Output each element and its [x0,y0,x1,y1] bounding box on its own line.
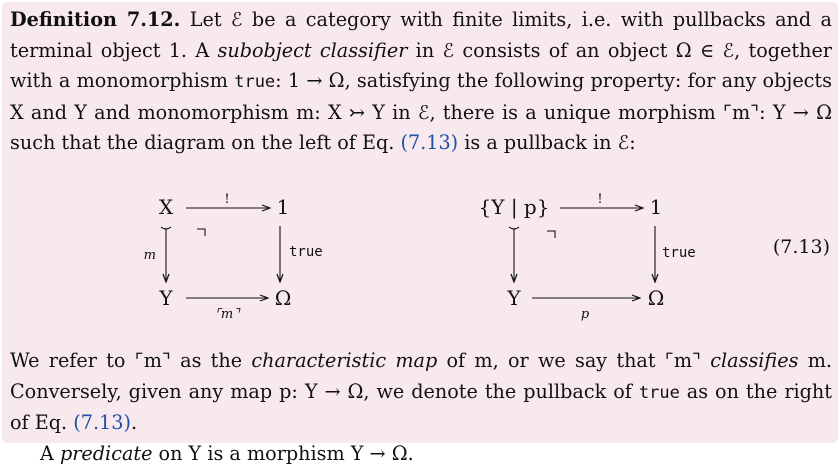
equation-reference-link-2[interactable]: (7.13) [73,411,131,434]
right-object-top-right: 1 [649,195,663,219]
right-object-bottom-right: Ω [647,286,665,310]
right-right-arrow-label: true [662,245,696,261]
definition-text-3: : 1 → Ω, satisfying the following property: for any objects X and Y and monomorphism m: X ↣ Y in ℰ, there is a unique morphism ⌜m⌝: Y → Ω such that the diagram on the left of Eq. [10,69,832,154]
followup-text-2: of m, or we say that ⌜m⌝ [437,349,711,372]
left-pullback-diagram [144,192,323,322]
predicate-text-1: A [40,441,60,465]
right-object-bottom-left: Y [507,286,521,310]
term-predicate: predicate [59,441,153,465]
right-top-arrow-label: ! [597,192,603,207]
right-pullback-diagram [479,192,696,322]
left-top-arrow-label: ! [224,192,230,207]
right-mono-tail [509,227,519,229]
term-subobject-classifier: subobject classifier [217,38,408,62]
definition-text-2: in ℰ consists of an object Ω ∈ ℰ, together with a monomorphism [10,38,832,92]
term-characteristic-map: characteristic map [251,349,438,372]
left-object-top-right: 1 [276,195,290,219]
right-bottom-arrow-label: p [580,307,590,322]
left-left-arrow-label: m [143,248,156,263]
right-object-top-left: {Y | p} [478,195,550,219]
left-mono-tail [161,227,171,229]
left-object-bottom-left: Y [159,286,173,310]
equation-reference-link[interactable]: (7.13) [400,131,459,154]
definition-text-4: is a pullback in ℰ: [458,131,636,154]
followup-text-4: as on the right of Eq. [10,379,832,434]
term-classifies: classifies [710,349,799,372]
left-right-arrow-label: true [289,244,323,260]
followup-text-3: m. Conversely, given any map p: Y → Ω, we denote the pullback of [10,349,832,403]
right-pullback-corner [547,231,555,238]
followup-text-1: We refer to ⌜m⌝ as the [10,349,252,372]
equation-number: (7.13) [772,236,830,258]
predicate-text-2: on Y is a morphism Y → Ω. [152,441,414,465]
true-code: true [234,72,276,92]
left-pullback-corner [197,229,205,236]
left-object-bottom-right: Ω [274,286,292,310]
true-code-2: true [638,382,680,403]
followup-text-5: . [130,411,138,434]
definition-text-1: Let ℰ be a category with finite limits, i.e. with pullbacks and a terminal object 1. A [10,8,832,62]
left-object-top-left: X [158,195,174,219]
left-bottom-arrow-label: ⌜m⌝ [214,307,240,322]
definition-label: Definition 7.12. [10,8,181,31]
